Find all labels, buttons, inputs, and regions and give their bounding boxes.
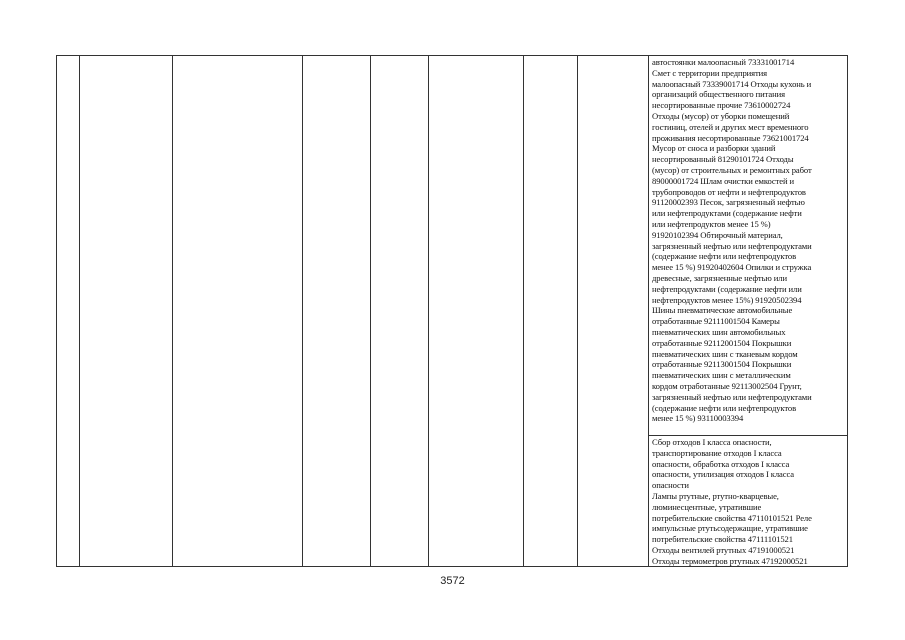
text-line: загрязненный нефтью или нефтепродуктами (652, 240, 812, 251)
text-line: пневматических шин с тканевым кордом (652, 348, 798, 359)
text-line: Отходы вентилей ртутных 47191000521 (652, 544, 795, 555)
text-line: опасности (652, 480, 689, 491)
text-line: менее 15 %) 93110003394 (652, 413, 744, 424)
text-line: Отходы термометров ртутных 47192000521 (652, 555, 808, 566)
text-line: (содержание нефти или нефтепродуктов (652, 251, 797, 262)
registry-table (56, 55, 848, 567)
text-line: несортированные прочие 73610002724 (652, 100, 791, 111)
column-divider (523, 56, 524, 566)
text-line: (мусор) от строительных и ремонтных работ (652, 164, 812, 175)
text-line: пневматических шин автомобильных (652, 326, 786, 337)
column-divider (370, 56, 371, 566)
text-line: (содержание нефти или нефтепродуктов (652, 402, 797, 413)
text-line: или нефтепродуктов менее 15 %) (652, 218, 771, 229)
text-line: отработанные 92111001504 Камеры (652, 316, 780, 327)
text-line: проживания несортированные 73621001724 (652, 132, 809, 143)
text-line: автостоянки малоопасный 73331001714 (652, 57, 795, 67)
text-line: 91120002393 Песок, загрязненный нефтью (652, 197, 805, 208)
column-divider (428, 56, 429, 566)
text-line: Отходы (мусор) от уборки помещений (652, 110, 790, 121)
text-line: нефтепродуктами (содержание нефти или (652, 283, 802, 294)
page-number: 3572 (440, 575, 465, 587)
text-line: нефтепродуктов менее 15%) 91920502394 (652, 294, 802, 305)
text-line: Сбор отходов I класса опасности, (652, 437, 772, 447)
text-line: транспортирование отходов I класса (652, 447, 782, 458)
text-line: древесные, загрязненные нефтью или (652, 272, 787, 283)
waste-list-block-2 (652, 437, 812, 567)
text-line: Лампы ртутные, ртутно-кварцевые, (652, 490, 779, 501)
text-line: организаций общественного питания (652, 89, 785, 100)
text-line: несортированный 81290101724 Отходы (652, 154, 794, 165)
text-line: отработанные 92112001504 Покрышки (652, 337, 792, 348)
text-line: кордом отработанные 92113002504 Грунт, (652, 380, 802, 391)
column-divider (172, 56, 173, 566)
row-divider (648, 435, 847, 436)
text-line: отработанные 92113001504 Покрышки (652, 359, 792, 370)
text-line: Смет с территории предприятия (652, 67, 768, 78)
text-line: опасности, утилизация отходов I класса (652, 469, 795, 480)
text-line: малоопасный 73339001714 Отходы кухонь и (652, 78, 812, 89)
text-line: 89000001724 Шлам очистки емкостей и (652, 175, 794, 186)
text-line: импульсные ртутьсодержащие, утратившие (652, 523, 808, 534)
column-divider (79, 56, 80, 566)
text-line: или нефтепродуктами (содержание нефти (652, 208, 802, 219)
text-line: пневматических шин с металлическим (652, 370, 791, 381)
column-divider (302, 56, 303, 566)
waste-list-block-1 (652, 57, 812, 424)
text-line: потребительские свойства 47110101521 Реле (652, 512, 812, 523)
text-line: трубопроводов от нефти и нефтепродуктов (652, 186, 806, 197)
text-line: опасности, обработка отходов I класса (652, 458, 790, 469)
text-line: Мусор от сноса и разборки зданий (652, 143, 776, 154)
column-divider (577, 56, 578, 566)
column-divider (648, 56, 649, 566)
text-line: 91920102394 Обтирочный материал, (652, 229, 783, 240)
text-line: потребительские свойства 47111101521 (652, 534, 793, 545)
text-line: загрязненный нефтью или нефтепродуктами (652, 391, 812, 402)
text-line: менее 15 %) 91920402604 Опилки и стружка (652, 262, 812, 273)
text-line: гостиниц, отелей и других мест временного (652, 121, 809, 132)
text-line: Шины пневматические автомобильные (652, 305, 793, 316)
text-line: люминесцентные, утратившие (652, 501, 762, 512)
